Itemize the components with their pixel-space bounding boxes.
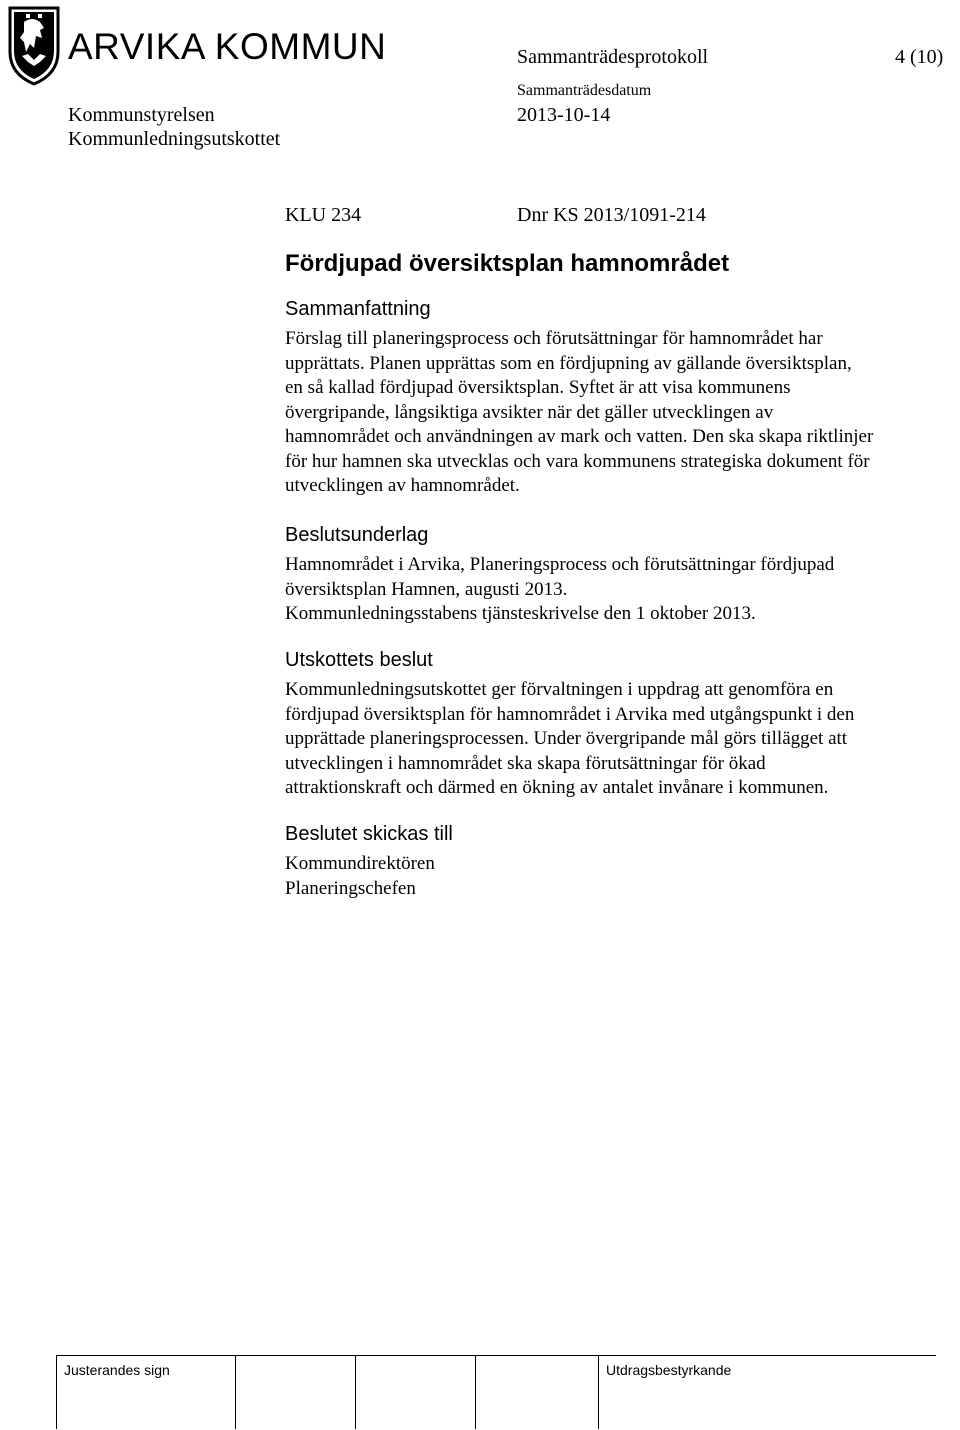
footer-box-border xyxy=(598,1355,599,1429)
summary-line: upprättats. Planen upprättas som en fördjupning av gällande översiktsplan, xyxy=(285,352,852,374)
basis-line: översiktsplan Hamnen, augusti 2013. xyxy=(285,578,568,600)
decision-line: Kommunledningsutskottet ger förvaltningen i uppdrag att genomföra en xyxy=(285,679,834,700)
footer-divider xyxy=(56,1355,936,1356)
municipality-name-logo: ARVIKA KOMMUN xyxy=(68,26,387,67)
decision-line: attraktionskraft och därmed en ökning av antalet invånare i kommunen. xyxy=(285,777,829,798)
decision-section xyxy=(285,648,935,801)
subcommittee-name: Kommunledningsutskottet xyxy=(68,128,281,150)
page-title: Fördjupad översiktsplan hamnområdet xyxy=(285,250,730,277)
meeting-date-value: 2013-10-14 xyxy=(517,104,611,126)
summary-text xyxy=(285,327,935,499)
summary-section xyxy=(285,297,935,499)
recipients-heading: Beslutet skickas till xyxy=(285,823,453,845)
summary-line: övergripande, långsiktiga avsikter när det gäller utvecklingen av xyxy=(285,401,774,423)
summary-line: utvecklingen av hamnområdet. xyxy=(285,475,520,496)
adjuster-signature-label: Justerandes sign xyxy=(64,1362,170,1378)
page-number: 4 (10) xyxy=(895,46,944,68)
extract-certification-label: Utdragsbestyrkande xyxy=(606,1362,732,1378)
basis-line: Hamnområdet i Arvika, Planeringsprocess och förutsättningar fördjupad xyxy=(285,554,835,575)
footer-box-border xyxy=(475,1355,476,1429)
recipients-list xyxy=(285,852,935,901)
summary-heading: Sammanfattning xyxy=(285,298,431,320)
recipient-item: Kommundirektören xyxy=(285,853,435,874)
decision-line: fördjupad översiktsplan för hamnområdet i Arvika med utgångspunkt i den xyxy=(285,703,855,725)
meeting-date-label: Sammanträdesdatum xyxy=(517,82,652,99)
recipient-item: Planeringschefen xyxy=(285,877,416,899)
basis-heading: Beslutsunderlag xyxy=(285,524,429,546)
summary-line: en så kallad fördjupad översiktsplan. Syftet är att visa kommunens xyxy=(285,377,791,398)
decision-line: utvecklingen i hamnområdet ska skapa förutsättningar för ökad xyxy=(285,752,766,774)
basis-section xyxy=(285,523,935,627)
document-type: Sammanträdesprotokoll xyxy=(517,46,709,68)
case-number: KLU 234 xyxy=(285,204,362,226)
recipients-section xyxy=(285,822,935,901)
decision-text xyxy=(285,678,935,801)
basis-line: Kommunledningsstabens tjänsteskrivelse den 1 oktober 2013. xyxy=(285,603,756,624)
summary-line: Förslag till planeringsprocess och förutsättningar för hamnområdet har xyxy=(285,328,823,349)
footer-box-border xyxy=(56,1355,57,1429)
summary-line: för hur hamnen ska utvecklas och vara kommunens strategiska dokument för xyxy=(285,450,870,472)
registration-number: Dnr KS 2013/1091-214 xyxy=(517,204,706,226)
summary-line: hamnområdet och användningen av mark och vatten. Den ska skapa riktlinjer xyxy=(285,426,874,447)
decision-heading: Utskottets beslut xyxy=(285,649,433,671)
footer-box-border xyxy=(355,1355,356,1429)
committee-name: Kommunstyrelsen xyxy=(68,104,215,126)
municipal-coat-of-arms-logo xyxy=(6,4,62,86)
basis-text xyxy=(285,553,935,627)
decision-line: upprättade planeringsprocessen. Under övergripande mål görs tillägget att xyxy=(285,728,848,749)
footer-box-border xyxy=(235,1355,236,1429)
